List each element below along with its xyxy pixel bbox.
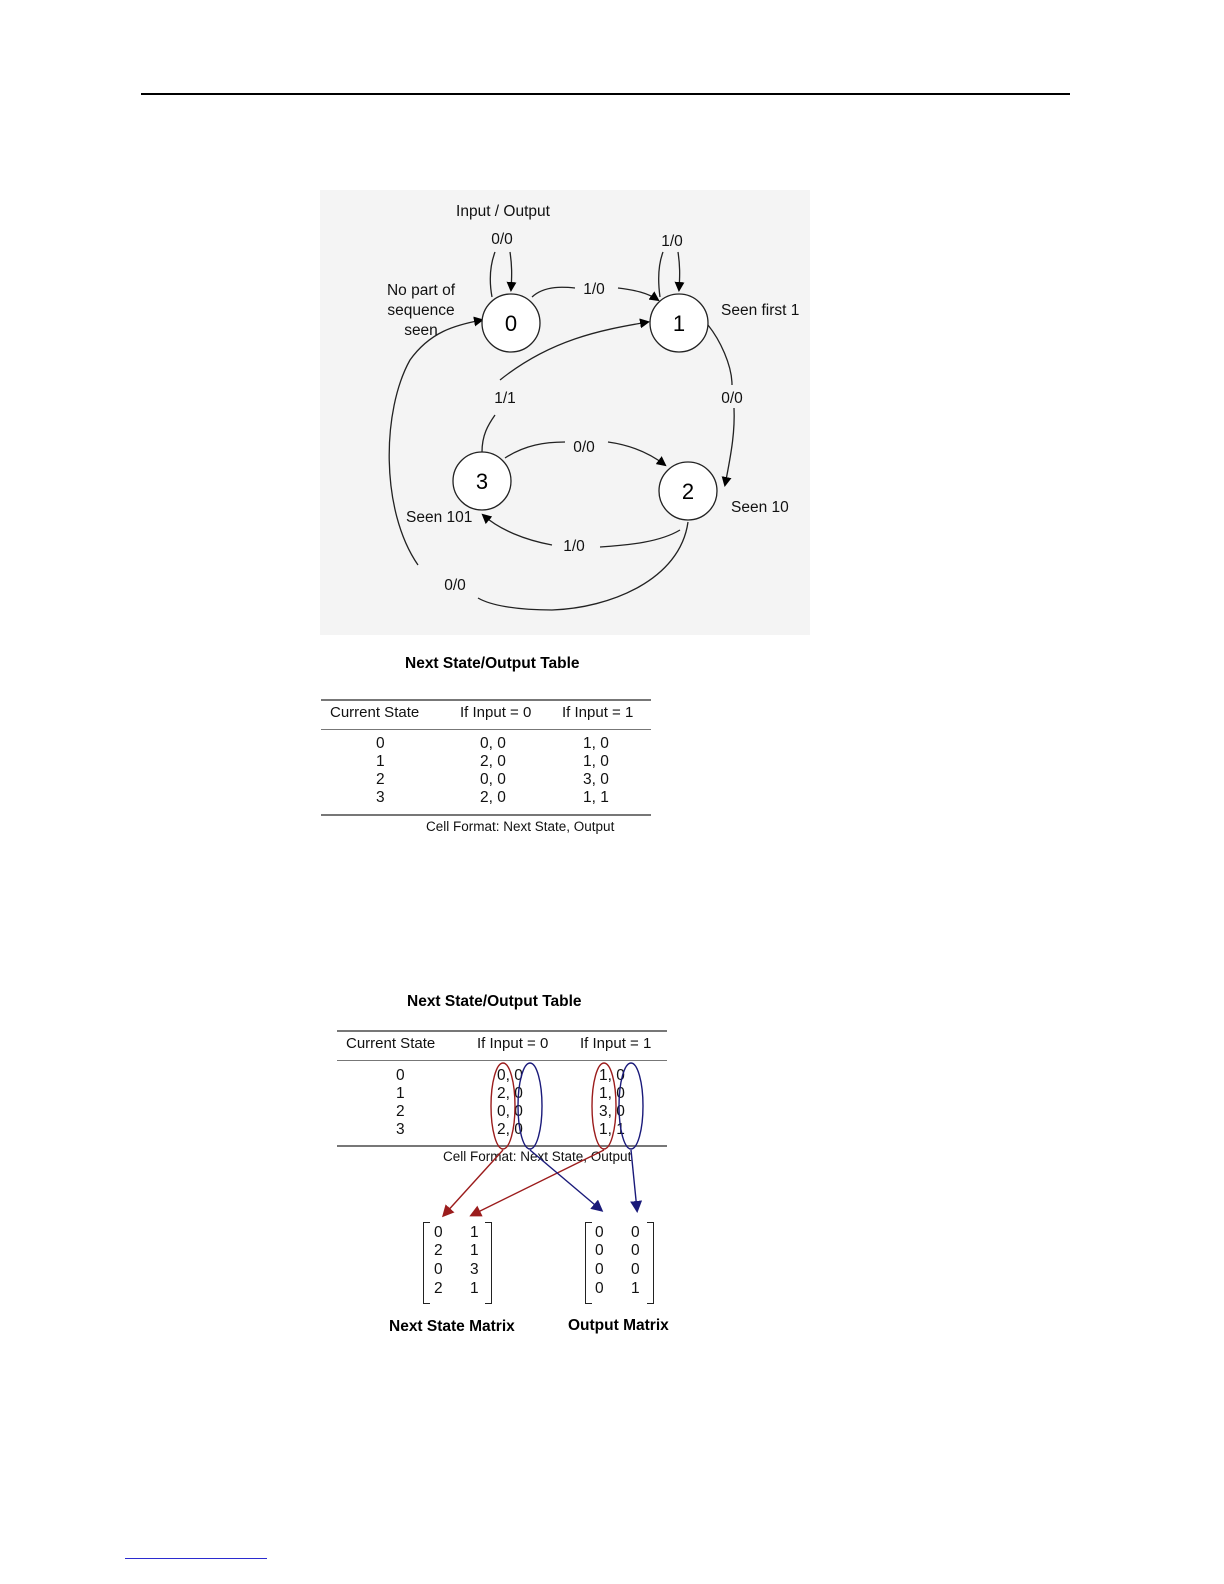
table2-cell: 3, 0 [599, 1103, 625, 1120]
table2-header-current: Current State [346, 1035, 436, 1052]
table1-cell: 0, 0 [480, 771, 506, 788]
output-matrix-left-bracket [585, 1222, 592, 1304]
table1-cell: 1 [376, 753, 385, 770]
table1-header-input0: If Input = 0 [460, 704, 532, 721]
edge-1-2-label: 0/0 [721, 390, 743, 407]
table1-cell: 3 [376, 789, 385, 806]
output-matrix-cell: 0 [631, 1224, 640, 1241]
state-0-annotation-line1: No part of [386, 282, 456, 299]
state-0-annotation-line3: seen [404, 322, 438, 339]
arrow-output-col1 [631, 1150, 637, 1210]
next-state-matrix-cell: 1 [470, 1280, 479, 1297]
state-2-annotation: Seen 10 [731, 499, 789, 516]
arrow-output-col0 [530, 1150, 601, 1210]
state-1-annotation: Seen first 1 [721, 302, 800, 319]
table1-cell: 3, 0 [583, 771, 609, 788]
table2-cell: 0 [396, 1067, 405, 1084]
table1-header-input1: If Input = 1 [562, 704, 634, 721]
table1-cell: 1, 1 [583, 789, 609, 806]
footnote-rule [125, 1558, 267, 1559]
next-state-matrix-right-bracket [485, 1222, 492, 1304]
table1-cell: 2, 0 [480, 789, 506, 806]
edge-3-2-label: 0/0 [573, 439, 595, 456]
next-state-col0-oval [491, 1063, 515, 1149]
output-matrix-cell: 1 [631, 1280, 640, 1297]
edge-0-1-label: 1/0 [583, 281, 605, 298]
table1-caption: Cell Format: Next State, Output [426, 819, 615, 834]
output-col0-oval [518, 1063, 542, 1149]
table1-cell: 1, 0 [583, 735, 609, 752]
edge-0-0-label: 0/0 [491, 231, 513, 248]
next-state-matrix-cell: 3 [470, 1261, 479, 1278]
table1-title: Next State/Output Table [405, 655, 580, 672]
table2-cell: 2, 0 [497, 1121, 523, 1138]
edge-2-0-label: 0/0 [444, 577, 466, 594]
state-1-label: 1 [672, 311, 686, 336]
next-state-matrix-cell: 2 [434, 1242, 443, 1259]
table1-cell: 1, 0 [583, 753, 609, 770]
output-matrix-cell: 0 [595, 1242, 604, 1259]
table2-caption: Cell Format: Next State, Output [443, 1149, 632, 1164]
output-matrix-cell: 0 [595, 1224, 604, 1241]
output-matrix-cell: 0 [595, 1280, 604, 1297]
next-state-matrix-cell: 0 [434, 1224, 443, 1241]
table2-cell: 2, 0 [497, 1085, 523, 1102]
table2-title: Next State/Output Table [407, 993, 582, 1010]
table2-cell: 2 [396, 1103, 405, 1120]
table2-cell: 0, 0 [497, 1067, 523, 1084]
edge-2-3-label: 1/0 [563, 538, 585, 555]
edge-3-1-label: 1/1 [494, 390, 516, 407]
table1-cell: 2, 0 [480, 753, 506, 770]
output-matrix-cell: 0 [595, 1261, 604, 1278]
next-state-matrix-title: Next State Matrix [389, 1318, 515, 1335]
table2-cell: 1, 0 [599, 1067, 625, 1084]
next-state-matrix-left-bracket [423, 1222, 430, 1304]
table2-header-input1: If Input = 1 [580, 1035, 652, 1052]
next-state-col1-oval [592, 1063, 616, 1149]
state-0-label: 0 [504, 311, 518, 336]
table2-cell: 0, 0 [497, 1103, 523, 1120]
state-2-label: 2 [681, 479, 695, 504]
next-state-matrix-cell: 0 [434, 1261, 443, 1278]
table2-cell: 3 [396, 1121, 405, 1138]
edge-1-1-label: 1/0 [661, 233, 683, 250]
output-matrix-right-bracket [647, 1222, 654, 1304]
arrow-next-state-col1 [472, 1150, 604, 1215]
table1-cell: 2 [376, 771, 385, 788]
next-state-matrix-cell: 1 [470, 1242, 479, 1259]
table2-cell: 1 [396, 1085, 405, 1102]
table2-cell: 1, 1 [599, 1121, 625, 1138]
next-state-matrix-cell: 2 [434, 1280, 443, 1297]
output-col1-oval [619, 1063, 643, 1149]
io-header: Input / Output [456, 203, 550, 220]
state-3-label: 3 [475, 469, 489, 494]
state-0-annotation-line2: sequence [387, 302, 455, 319]
table2-cell: 1, 0 [599, 1085, 625, 1102]
arrow-next-state-col0 [444, 1150, 503, 1215]
output-matrix-cell: 0 [631, 1242, 640, 1259]
output-matrix-cell: 0 [631, 1261, 640, 1278]
output-matrix-title: Output Matrix [568, 1317, 669, 1334]
table1-cell: 0 [376, 735, 385, 752]
table2-header-input0: If Input = 0 [477, 1035, 549, 1052]
state-3-annotation: Seen 101 [406, 509, 473, 526]
next-state-matrix-cell: 1 [470, 1224, 479, 1241]
table1-cell: 0, 0 [480, 735, 506, 752]
table1-header-current: Current State [330, 704, 420, 721]
